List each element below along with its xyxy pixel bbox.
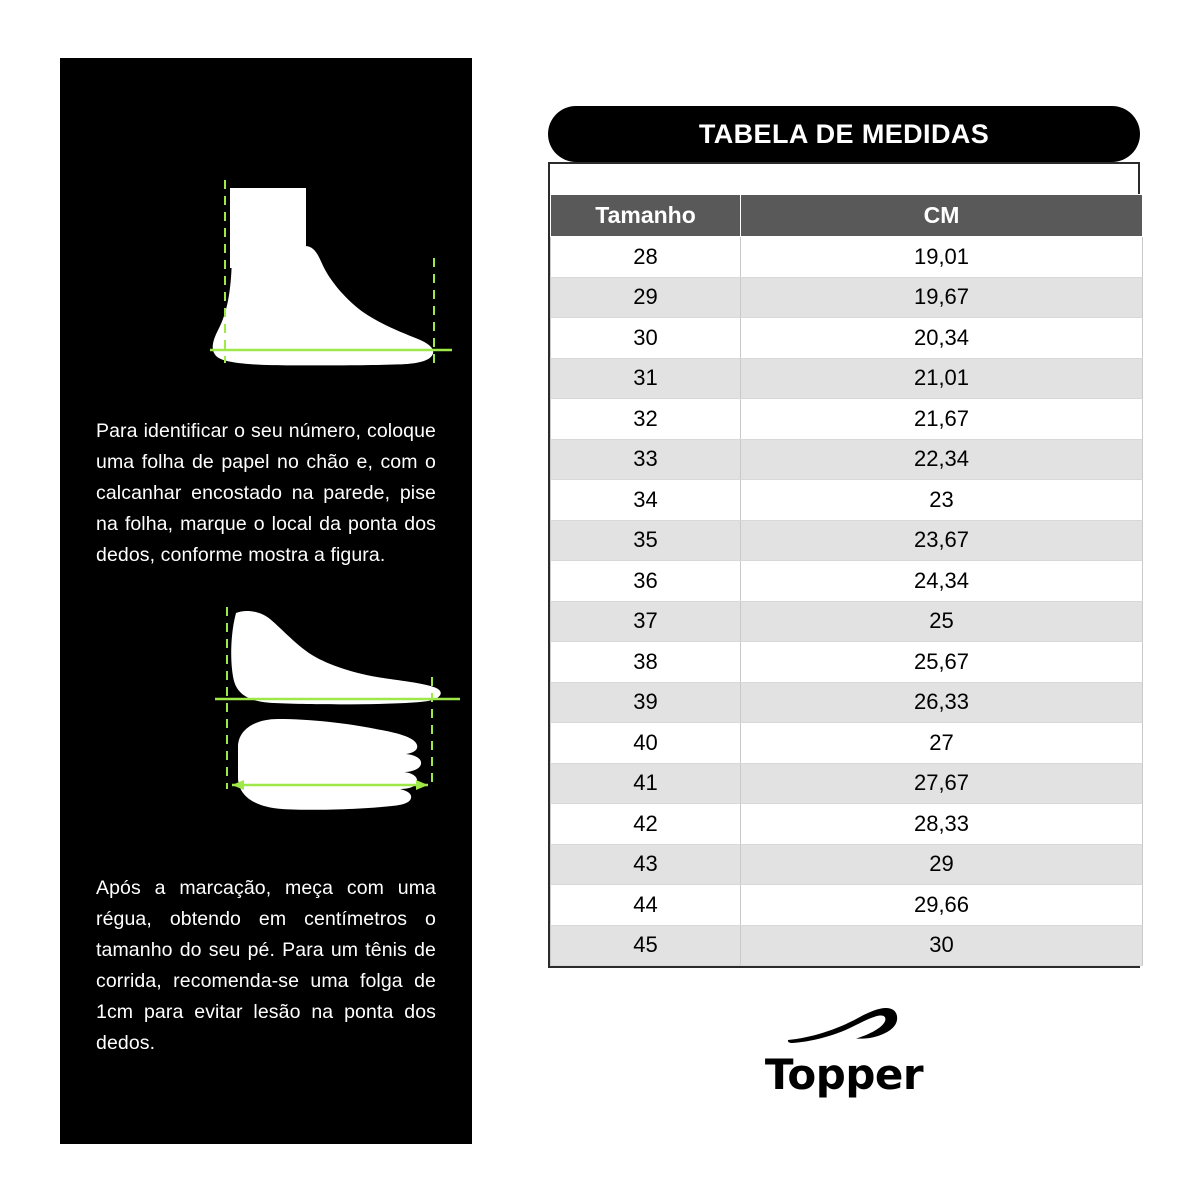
- measurements-panel: [548, 58, 1140, 1099]
- cell-size: 45: [551, 925, 741, 966]
- table-row: [551, 885, 1143, 926]
- table-row: [551, 804, 1143, 845]
- table-header-row: [551, 195, 1143, 237]
- instruction-text-1: Para identificar o seu número, coloque uma folha de papel no chão e, com o calcanhar encostado na parede, pise na folha, marque o local da ponta dos dedos, conforme mostra a figura.: [96, 420, 436, 566]
- brand-logo: [548, 1004, 1140, 1099]
- table-row: [551, 480, 1143, 521]
- cell-size: 37: [551, 601, 741, 642]
- brand-name: Topper: [764, 1050, 924, 1099]
- cell-size: 35: [551, 520, 741, 561]
- cell-size: 38: [551, 642, 741, 683]
- column-header-cm: CM: [741, 195, 1143, 237]
- cell-size: 36: [551, 561, 741, 602]
- size-table-container: [548, 162, 1140, 968]
- page-title: TABELA DE MEDIDAS: [548, 106, 1140, 162]
- instruction-text-2: Após a marcação, meça com uma régua, obtendo em centímetros o tamanho do seu pé. Para um tênis de corrida, recomenda-se uma folga de 1cm para evitar lesão na ponta dos dedos.: [96, 877, 436, 1054]
- instructions-panel: [60, 58, 472, 1144]
- column-header-size: Tamanho: [551, 195, 741, 237]
- table-row: [551, 399, 1143, 440]
- cell-cm: 26,33: [741, 682, 1143, 723]
- foot-side-and-top-view-diagram: [60, 599, 472, 839]
- table-row: [551, 601, 1143, 642]
- table-row: [551, 358, 1143, 399]
- cell-cm: 19,67: [741, 277, 1143, 318]
- cell-size: 31: [551, 358, 741, 399]
- table-row: [551, 925, 1143, 966]
- table-row: [551, 277, 1143, 318]
- table-row: [551, 520, 1143, 561]
- table-row: [551, 561, 1143, 602]
- cell-size: 28: [551, 237, 741, 278]
- cell-size: 32: [551, 399, 741, 440]
- cell-size: 44: [551, 885, 741, 926]
- cell-size: 39: [551, 682, 741, 723]
- cell-cm: 27,67: [741, 763, 1143, 804]
- table-row: [551, 844, 1143, 885]
- cell-cm: 27: [741, 723, 1143, 764]
- cell-size: 33: [551, 439, 741, 480]
- table-row: [551, 642, 1143, 683]
- cell-size: 30: [551, 318, 741, 359]
- cell-size: 29: [551, 277, 741, 318]
- cell-cm: 29: [741, 844, 1143, 885]
- table-row: [551, 237, 1143, 278]
- cell-cm: 19,01: [741, 237, 1143, 278]
- cell-cm: 25: [741, 601, 1143, 642]
- cell-cm: 30: [741, 925, 1143, 966]
- cell-size: 34: [551, 480, 741, 521]
- cell-cm: 21,67: [741, 399, 1143, 440]
- cell-cm: 23,67: [741, 520, 1143, 561]
- cell-size: 42: [551, 804, 741, 845]
- topper-swoosh-icon: [784, 1004, 904, 1048]
- cell-cm: 21,01: [741, 358, 1143, 399]
- cell-cm: 25,67: [741, 642, 1143, 683]
- table-row: [551, 318, 1143, 359]
- cell-cm: 20,34: [741, 318, 1143, 359]
- foot-side-view-diagram: [60, 148, 472, 388]
- table-row: [551, 763, 1143, 804]
- size-table: [550, 194, 1143, 966]
- cell-cm: 29,66: [741, 885, 1143, 926]
- cell-size: 40: [551, 723, 741, 764]
- cell-cm: 28,33: [741, 804, 1143, 845]
- table-row: [551, 682, 1143, 723]
- table-row: [551, 723, 1143, 764]
- cell-cm: 23: [741, 480, 1143, 521]
- cell-size: 43: [551, 844, 741, 885]
- cell-size: 41: [551, 763, 741, 804]
- cell-cm: 24,34: [741, 561, 1143, 602]
- cell-cm: 22,34: [741, 439, 1143, 480]
- table-row: [551, 439, 1143, 480]
